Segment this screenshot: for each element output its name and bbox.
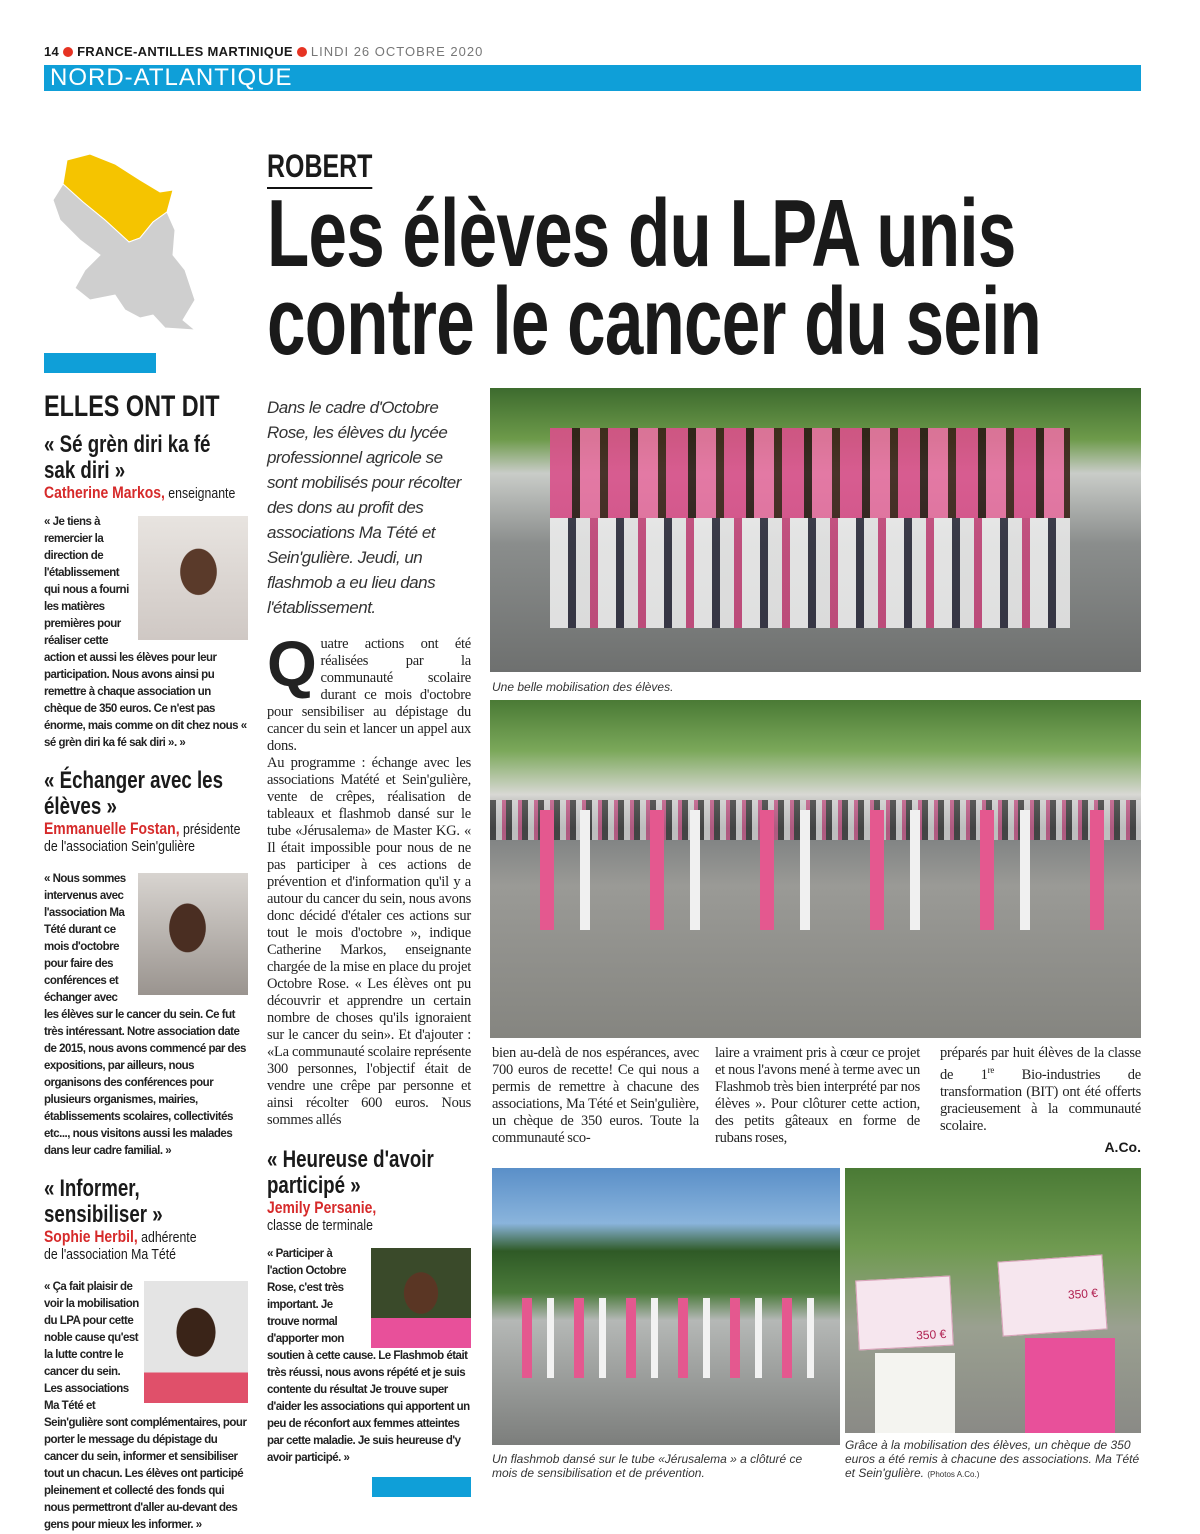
quote-block [44,432,248,752]
photo-caption: Un flashmob dansé sur le tube «Jérusalema » a clôturé ce mois de sensibilisation et de prévention. [492,1452,803,1480]
headline-line: Les élèves du LPA unis [267,180,1016,287]
decorative-bar [372,1477,471,1497]
bullet-icon [63,47,73,57]
body-text: Bio-industries de transformation (BIT) ont été offerts gracieusement à la communauté scolaire. [940,1066,1141,1134]
cheque-amount: 350 € [1067,1285,1099,1302]
headline-line: contre le cancer du sein [267,268,1042,375]
article-intro: Dans le cadre d'Octobre Rose, les élèves du lycée professionnel agricole se sont mobilisés pour récolter des dons au profit des associations Ma Tété et Sein'gulière. Jeudi, un flashmob a eu lieu dans l'établissement. [267,398,461,617]
flashmob-wide-photo [492,1168,840,1445]
quote-role: de l'association Sein'gulière [44,838,196,855]
quote-author: Emmanuelle Fostan, [44,819,180,838]
quote-title: « Heureuse d'avoir participé » [267,1146,434,1199]
page-number: 14 [44,44,60,59]
article-body-col2: bien au-delà de nos espérances, avec 700 euros de recette! Ce qui nous a permis de remettre à chacune des associations, Ma Tété et Sein'gulière, un chèque de 350 euros. Toute la communauté sco- [492,1045,699,1146]
cheque-presentation-photo [845,1168,1141,1433]
publication-name: FRANCE-ANTILLES MARTINIQUE [77,44,293,59]
body-text: préparés par huit élèves de la classe de 1 [940,1045,1141,1083]
sidebar-title: ELLES ONT DIT [44,390,220,423]
photo-credit: (Photos A.Co.) [927,1470,980,1479]
quote-text: « Je tiens à remercier la direction de l'établissement qui nous a fourni les matières premières pour réaliser cette action et aussi les élèves pour leur participation. Nous avons ainsi pu remettre à chaque association un chèque de 350 euros. Ce n'est pas énorme, mais comme on dit chez nous « sé grèn diri ka fé sak diri ». » [44,516,247,749]
portrait-photo [371,1248,471,1348]
cheque-amount: 350 € [915,1326,947,1343]
quote-author: Catherine Markos, [44,483,165,502]
photo-caption: Une belle mobilisation des élèves. [492,680,674,694]
sidebar [44,390,248,1534]
superscript: re [987,1065,995,1075]
bullet-icon [297,47,307,57]
group-photo [490,388,1141,672]
article-body-col1 [267,628,471,1129]
issue-date: LINDI 26 OCTOBRE 2020 [310,44,484,59]
quote-title: « Échanger avec les élèves » [44,767,223,820]
portrait-photo [138,873,248,995]
quote-text: « Participer à l'action Octobre Rose, c'est très important. Je trouve normal d'apporter mon soutien à cette cause. Le Flashmob était très réussi, nous avons répété et je suis contente du résultat Je trouve super d'aider les associations qui apportent un peu de réconfort aux femmes atteintes par cette maladie. Je suis heureuse d'y avoir participé. » [267,1248,470,1464]
article-kicker: ROBERT [267,148,372,189]
caption-text: Grâce à la mobilisation des élèves, un chèque de 350 euros a été remis à chacune des associations. Ma Tété et Sein'gulière. [845,1438,1140,1480]
flashmob-photo [490,700,1141,1038]
quote-text: « Ça fait plaisir de voir la mobilisation du LPA pour cette noble cause qu'est la lutte contre le cancer du sein. Les associations Ma Tété et Sein'gulière sont complémentaires, pour porter le message du dépistage du cancer du sein, informer et sensibiliser tout un chacun. Les élèves ont participé pleinement et collecté des fonds qui nous permettront d'aller au-devant des gens pour mieux les informer. » [44,1281,247,1531]
quote-role: présidente [182,821,241,838]
body-paragraph: Au programme : échange avec les associations Matété et Sein'gulière, vente de crêpes, réalisation de tableaux et flashmob dansé sur le tube «Jérusalema» de Master KG. « Il était impossible pour nous de ne pas participer à ces actions de prévention et d'information qu'il y a autour du cancer du sein, nous avons donc décidé d'étaler ces actions sur tout le mois d'octobre », indique Catherine Markos, enseignante chargée de la mise en place du projet Octobre Rose. « Les élèves ont pu découvrir et apprendre un certain nombre de choses qu'ils ignoraient sur le cancer du sein». Et d'ajouter : «La communauté scolaire représente 300 personnes, l'objectif était de vendre une crêpe par personne et ainsi récolter 600 euros. Nous sommes allés [267,755,471,1128]
cheque-left [855,1276,954,1351]
section-banner [44,65,1141,91]
quote-role: classe de terminale [267,1217,373,1234]
quote-author: Jemily Persanie, [267,1198,377,1217]
photo-caption [845,1438,1145,1482]
section-title: NORD-ATLANTIQUE [50,64,293,91]
quote-text: « Nous sommes intervenus avec l'association Ma Tété durant ce mois d'octobre pour faire des conférences et échanger avec les élèves sur le cancer du sein. Ce fut très intéressant. Notre association date de 2015, nous avons commencé par des expositions, par ailleurs, nous organisons des conférences pour plusieurs organismes, mairies, établissements scolaires, collectivités etc..., nous visitons aussi les malades dans leur cadre familial. » [44,873,246,1157]
quote-title: « Informer, sensibiliser » [44,1175,163,1228]
quote-role: enseignante [168,485,236,502]
quote-block [44,768,248,1160]
quote-title: « Sé grèn diri ka fé sak diri » [44,431,211,484]
article-middle-column [267,395,471,1497]
author-signature: A.Co. [1104,1138,1141,1155]
martinique-map-icon [45,150,205,335]
article-body-col4-wrap [940,1045,1141,1155]
decorative-bar [44,353,156,373]
page-header-line [44,44,483,59]
quote-block [267,1147,471,1467]
cheque-right [998,1254,1108,1336]
quote-block [44,1176,248,1534]
drop-cap: Q [267,628,317,700]
portrait-photo [138,516,248,640]
article-body-col3: laire a vraiment pris à cœur ce projet et nous l'avons mené à terme avec un Flashmob très bien interprété par nos élèves ». Pour clôturer cette action, des petits gâteaux en forme de rubans roses, [715,1045,920,1146]
body-paragraph: uatre actions ont été réalisées par la communauté scolaire durant ce mois d'octobre pour sensibiliser au dépistage du cancer du sein et lancer un appel aux dons. [267,636,471,754]
article-body-col4 [940,1045,1141,1135]
quote-role: de l'association Ma Tété [44,1246,177,1263]
quote-role: adhérente [141,1229,197,1246]
quote-author: Sophie Herbil, [44,1227,138,1246]
portrait-photo [144,1281,248,1403]
article-headline [267,180,1042,375]
